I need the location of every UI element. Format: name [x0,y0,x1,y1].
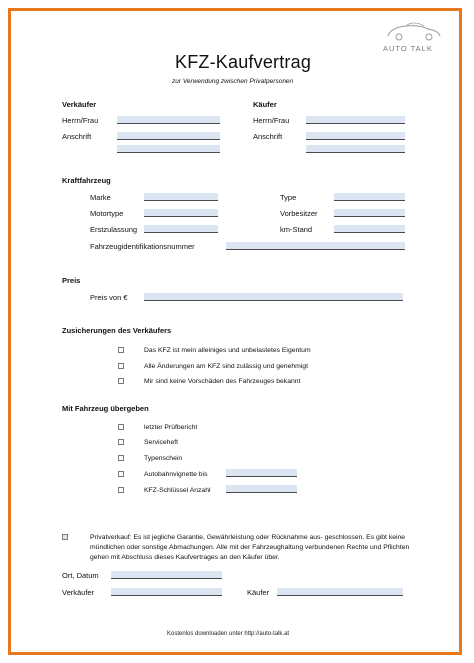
make-label: Marke [90,193,111,202]
make-field[interactable] [144,193,218,201]
handover-checkbox-5[interactable] [118,487,124,493]
buyer-name-label: Herrn/Frau [253,116,290,125]
vin-field[interactable] [226,242,405,250]
document-title: KFZ-Kaufvertrag [175,52,312,72]
first-registration-label: Erstzulassung [90,225,138,234]
price-label: Preis von € [90,293,128,302]
first-registration-field[interactable] [144,225,218,233]
engine-type-field[interactable] [144,209,218,217]
car-outline-icon [384,20,444,42]
assurances-heading: Zusicherungen des Verkäufers [62,326,172,335]
vignette-until-field[interactable] [226,469,297,477]
buyer-heading: Käufer [253,100,277,109]
handover-text-2: Serviceheft [144,439,179,446]
vin-label: Fahrzeugidentifikationsnummer [90,242,195,251]
handover-text-4: Autobahnvignette bis [144,471,208,478]
price-field[interactable] [144,293,403,301]
buyer-address-field-2[interactable] [306,145,405,153]
handover-checkbox-2[interactable] [118,439,124,445]
assurance-checkbox-3[interactable] [118,378,124,384]
engine-type-label: Motortype [90,209,124,218]
handover-text-3: Typenschein [144,455,183,462]
buyer-signature-label: Käufer [247,588,270,597]
seller-heading: Verkäufer [62,100,97,109]
previous-owner-label: Vorbesitzer [280,209,318,218]
place-date-field[interactable] [111,571,222,579]
handover-checkbox-3[interactable] [118,455,124,461]
handover-checkbox-1[interactable] [118,424,124,430]
assurance-text-3: Mir sind keine Vorschäden des Fahrzeuges bekannt [144,378,301,385]
seller-name-field[interactable] [117,116,220,124]
type-field[interactable] [334,193,405,201]
assurance-text-2: Alle Änderungen am KFZ sind zulässig und genehmigt [144,363,308,370]
type-label: Type [280,193,297,202]
buyer-address-field-1[interactable] [306,132,405,140]
footer-text: Kostenlos downloaden unter http://auto-talk.at [167,631,290,637]
handover-heading: Mit Fahrzeug übergeben [62,404,149,413]
key-count-field[interactable] [226,485,297,493]
logo-text: AUTO TALK [383,44,433,53]
seller-address-field-1[interactable] [117,132,220,140]
assurance-text-1: Das KFZ ist mein alleiniges und unbelastetes Eigentum [144,347,311,354]
assurance-checkbox-2[interactable] [118,363,124,369]
seller-address-label: Anschrift [62,132,92,141]
buyer-signature-field[interactable] [277,588,403,596]
seller-signature-label: Verkäufer [62,588,95,597]
buyer-name-field[interactable] [306,116,405,124]
document-subtitle: zur Verwendung zwischen Privatpersonen [172,78,294,85]
handover-checkbox-4[interactable] [118,471,124,477]
seller-signature-field[interactable] [111,588,222,596]
handover-text-1: letzter Prüfbericht [144,424,198,431]
place-date-label: Ort, Datum [62,571,99,580]
buyer-address-label: Anschrift [253,132,283,141]
private-sale-checkbox[interactable] [62,534,68,540]
seller-address-field-2[interactable] [117,145,220,153]
private-sale-text: Privatverkauf: Es ist jegliche Garantie, Gewährleistung oder Rücknahme aus- geschlossen. Es gibt keine mündlichen oder sonstige Abmachungen. Alle mit der Fahrzeughaltung verbundenen Rechte und Pflichten gehen mit Abschluss dieses Kaufvertrages an den Käufer über. [90,534,410,561]
handover-text-5: KFZ-Schlüssel Anzahl [144,487,211,494]
previous-owner-field[interactable] [334,209,405,217]
mileage-field[interactable] [334,225,405,233]
assurance-checkbox-1[interactable] [118,347,124,353]
price-heading: Preis [62,276,81,285]
vehicle-heading: Kraftfahrzeug [62,176,111,185]
seller-name-label: Herrn/Frau [62,116,99,125]
mileage-label: km-Stand [280,225,313,234]
